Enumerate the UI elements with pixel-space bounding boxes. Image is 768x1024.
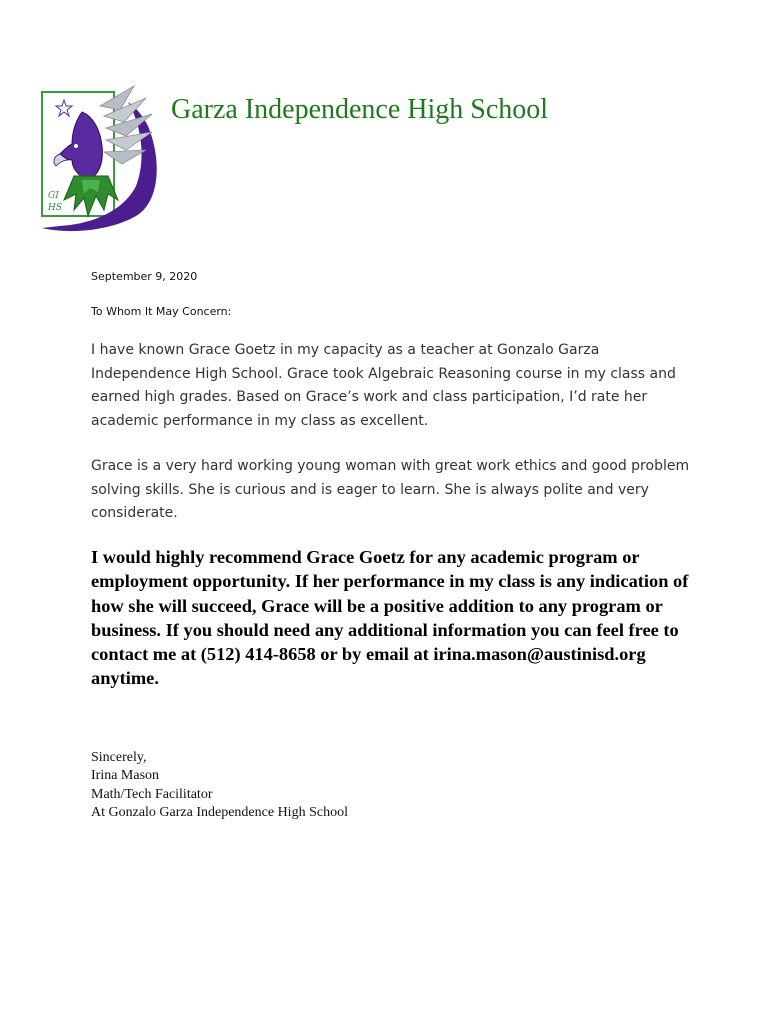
letter-paragraph-2: Grace is a very hard working young woman with great work ethics and good problem solving skills. She is curious and is eager to learn. She is always polite and very considerate. (91, 458, 690, 521)
school-logo (38, 76, 168, 236)
logo-monogram-bottom: HS (48, 203, 63, 213)
signature-name: Irina Mason (91, 768, 160, 784)
letter-recommendation: I would highly recommend Grace Goetz for any academic program or employment opportunity. If her performance in my class is any indication of how she will succeed, Grace will be a positive addition to any program or business. If you should need any additional information you can feel free to contact me at (512) 414-8658 or by email at irina.mason@austinisd.org anytime. (91, 547, 689, 689)
letter-date: September 9, 2020 (91, 270, 198, 283)
school-name-heading: Garza Independence High School (171, 94, 549, 125)
signature-title: Math/Tech Facilitator (91, 786, 213, 802)
griffin-logo-icon (38, 76, 168, 236)
logo-monogram-top: GI (48, 191, 59, 201)
letter-signature-block (91, 749, 348, 822)
letter-salutation: To Whom It May Concern: (91, 305, 232, 318)
signature-organization: At Gonzalo Garza Independence High School (91, 804, 348, 820)
letter-paragraph-1: I have known Grace Goetz in my capacity as a teacher at Gonzalo Garza Independence High School. Grace took Algebraic Reasoning course in my class and earned high grades. Based on Grace’s work and class participation, I’d rate her academic performance in my class as excellent. (91, 342, 676, 429)
signature-valediction: Sincerely, (91, 750, 147, 765)
